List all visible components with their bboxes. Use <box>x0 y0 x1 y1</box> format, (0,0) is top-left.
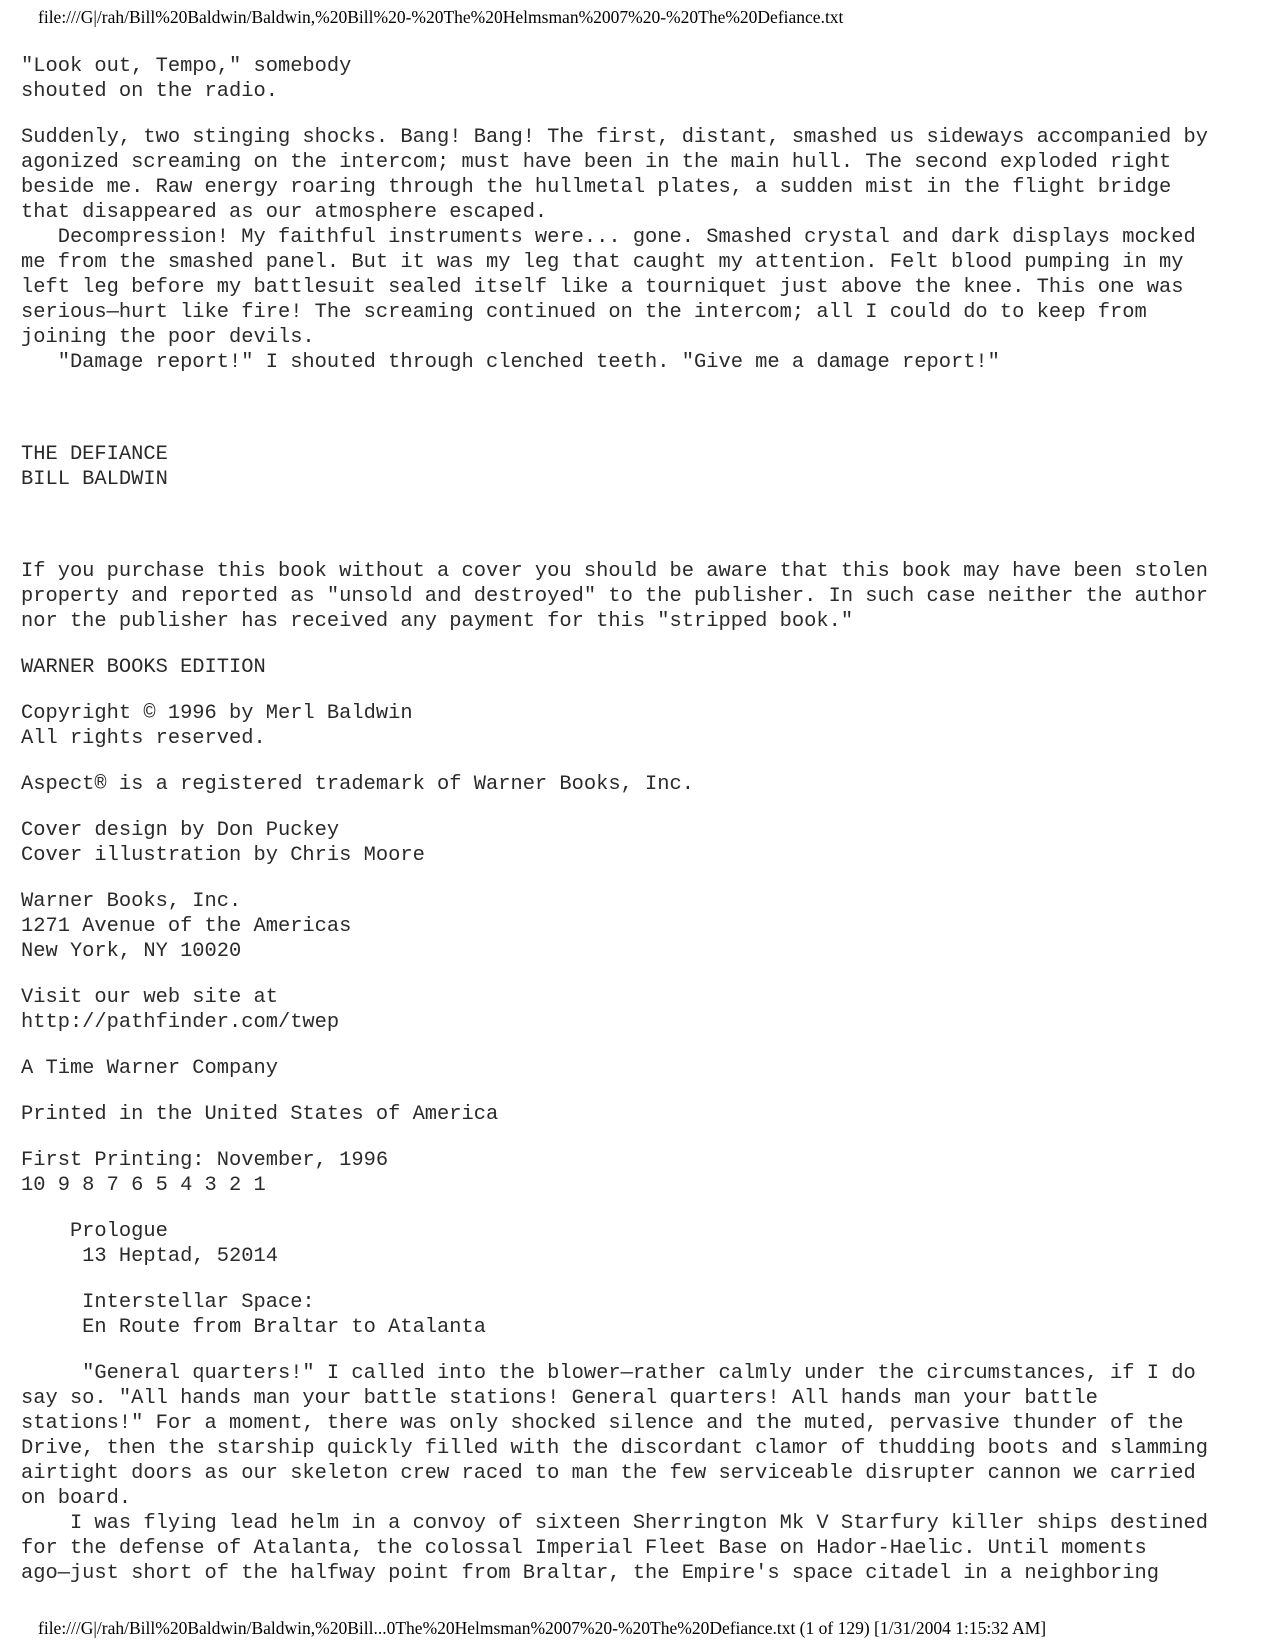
prologue-heading <box>21 1219 1261 1269</box>
text-line: "Look out, Tempo," somebody <box>21 55 352 78</box>
text-line: shouted on the radio. <box>21 80 278 103</box>
text-line: 13 Heptad, 52014 <box>21 1245 278 1268</box>
text-line: Decompression! My faithful instruments were... gone. Smashed crystal and dark displays mocked <box>21 226 1196 249</box>
text-line: Visit our web site at <box>21 986 278 1009</box>
text-line: All rights reserved. <box>21 727 266 750</box>
text-line: Copyright © 1996 by Merl Baldwin <box>21 702 413 725</box>
text-line: say so. "All hands man your battle stations! General quarters! All hands man your battle <box>21 1387 1098 1410</box>
text-line: "Damage report!" I shouted through clenched teeth. "Give me a damage report!" <box>21 351 1000 374</box>
website-url: http://pathfinder.com/twep <box>21 1011 340 1034</box>
printing-numbers: 10 9 8 7 6 5 4 3 2 1 <box>21 1174 266 1197</box>
text-line: left leg before my battlesuit sealed itself like a tourniquet just above the knee. This one was <box>21 276 1184 299</box>
text-line: that disappeared as our atmosphere escaped. <box>21 201 548 224</box>
footer-file-info: file:///G|/rah/Bill%20Baldwin/Baldwin,%20Bill...0The%20Helmsman%2007%20-%20The%20Defiance.txt (1 of 129) [1/31/2004 1:15:32 AM] <box>38 1618 1047 1638</box>
text-line: agonized screaming on the intercom; must have been in the main hull. The second exploded right <box>21 151 1172 174</box>
text-line: Cover illustration by Chris Moore <box>21 844 425 867</box>
company-line: A Time Warner Company <box>21 1057 278 1080</box>
book-author: BILL BALDWIN <box>21 468 168 491</box>
edition-line: WARNER BOOKS EDITION <box>21 656 266 679</box>
text-line: joining the poor devils. <box>21 326 315 349</box>
printing-block <box>21 1148 1261 1198</box>
text-line: me from the smashed panel. But it was my leg that caught my attention. Felt blood pumping in my <box>21 251 1184 274</box>
text-line: nor the publisher has received any payment for this "stripped book." <box>21 610 854 633</box>
text-line: Suddenly, two stinging shocks. Bang! Bang! The first, distant, smashed us sideways accompanied by <box>21 126 1208 149</box>
text-line: First Printing: November, 1996 <box>21 1149 389 1172</box>
text-line: Prologue <box>21 1220 168 1243</box>
text-line: I was flying lead helm in a convoy of sixteen Sherrington Mk V Starfury killer ships destined <box>21 1512 1208 1535</box>
text-line: beside me. Raw energy roaring through the hullmetal plates, a sudden mist in the flight bridge <box>21 176 1172 199</box>
website-block <box>21 985 1261 1035</box>
text-line: Warner Books, Inc. <box>21 890 242 913</box>
printed-line: Printed in the United States of America <box>21 1103 499 1126</box>
text-line: "General quarters!" I called into the blower—rather calmly under the circumstances, if I do <box>21 1362 1196 1385</box>
text-line: En Route from Braltar to Atalanta <box>21 1316 486 1339</box>
text-line: Interstellar Space: <box>21 1291 315 1314</box>
copyright-block <box>21 701 1261 751</box>
text-line: stations!" For a moment, there was only shocked silence and the muted, pervasive thunder of the <box>21 1412 1184 1435</box>
header-file-url: file:///G|/rah/Bill%20Baldwin/Baldwin,%20Bill%20-%20The%20Helmsman%2007%20-%20The%20Defiance.txt <box>38 7 844 27</box>
text-line: 1271 Avenue of the Americas <box>21 915 352 938</box>
trademark-line: Aspect® is a registered trademark of Warner Books, Inc. <box>21 773 695 796</box>
text-line: property and reported as "unsold and destroyed" to the publisher. In such case neither the author <box>21 585 1208 608</box>
stripped-book-notice <box>21 559 1261 634</box>
text-line: airtight doors as our skeleton crew raced to man the few serviceable disrupter cannon we carried <box>21 1462 1196 1485</box>
paragraph-general-quarters <box>21 1361 1261 1586</box>
paragraph-shocks <box>21 125 1261 375</box>
text-line: on board. <box>21 1487 132 1510</box>
book-title-block <box>21 442 1261 492</box>
text-line: New York, NY 10020 <box>21 940 242 963</box>
location-heading <box>21 1290 1261 1340</box>
paragraph-radio <box>21 54 1261 104</box>
text-line: ago—just short of the halfway point from Braltar, the Empire's space citadel in a neighboring <box>21 1562 1159 1585</box>
publisher-address <box>21 889 1261 964</box>
text-line: for the defense of Atalanta, the colossal Imperial Fleet Base on Hador-Haelic. Until moments <box>21 1537 1147 1560</box>
document-body <box>21 54 1261 1586</box>
text-line: Cover design by Don Puckey <box>21 819 340 842</box>
book-title: THE DEFIANCE <box>21 443 168 466</box>
cover-credits <box>21 818 1261 868</box>
text-line: serious—hurt like fire! The screaming continued on the intercom; all I could do to keep from <box>21 301 1147 324</box>
text-line: Drive, then the starship quickly filled with the discordant clamor of thudding boots and slamming <box>21 1437 1208 1460</box>
text-line: If you purchase this book without a cover you should be aware that this book may have been stolen <box>21 560 1208 583</box>
